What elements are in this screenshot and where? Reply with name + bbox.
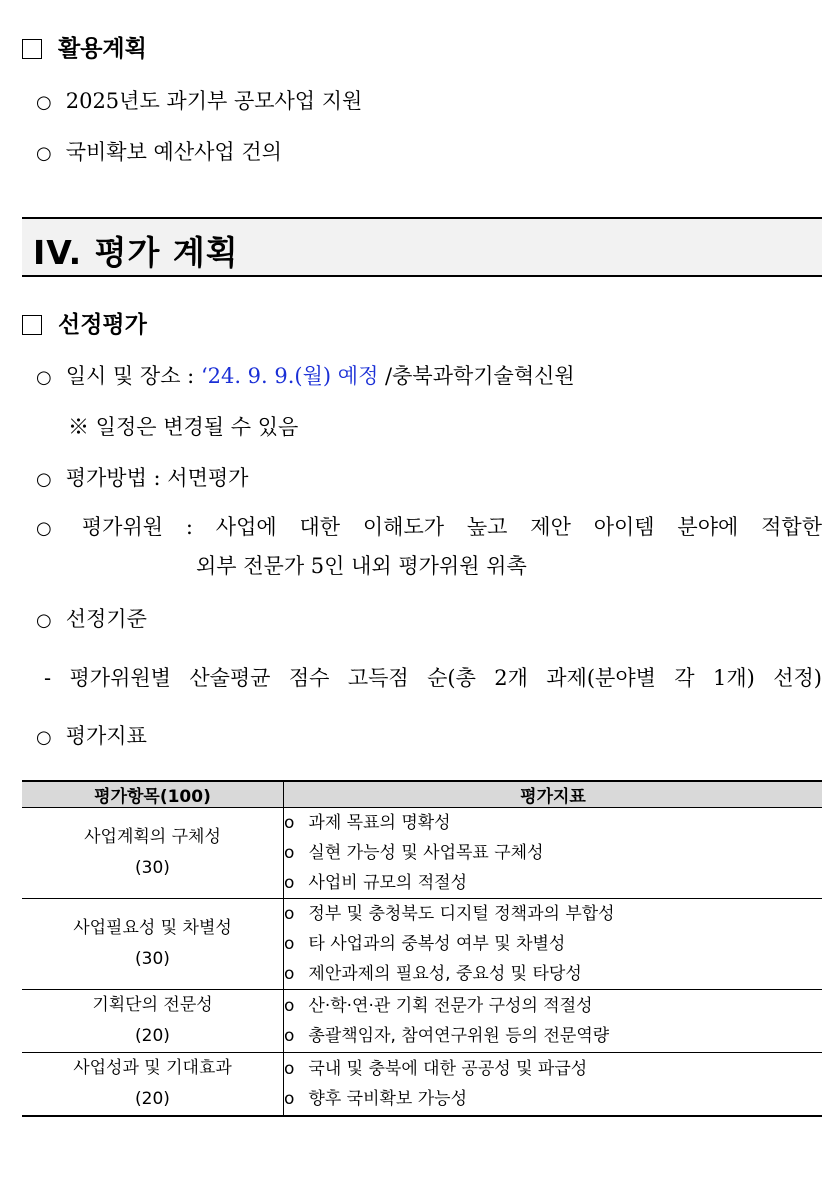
- plan-item: ○ 국비확보 예산사업 건의: [36, 140, 282, 164]
- table-header-indicator: 평가지표: [284, 781, 823, 808]
- bullet-icon: o: [284, 964, 295, 984]
- table-header-row: [22, 781, 822, 808]
- circle-bullet-icon: ○: [36, 610, 52, 631]
- eval-indicator-cell: [284, 808, 823, 899]
- section-title: IV. 평가 계획: [33, 233, 239, 272]
- indicator-item: o 과제 목표의 명확성: [284, 813, 451, 833]
- criteria-line: ○ 선정기준: [36, 607, 147, 631]
- bullet-icon: o: [284, 1089, 295, 1109]
- indicator-item: o 국내 및 충북에 대한 공공성 및 파급성: [284, 1059, 588, 1079]
- table-row: [22, 990, 822, 1053]
- eval-item-cell: 기획단의 전문성 (20): [22, 990, 284, 1053]
- eval-item-cell: 사업계획의 구체성 (30): [22, 808, 284, 899]
- indicator-item: o 타 사업과의 중복성 여부 및 차별성: [284, 934, 566, 954]
- evaluation-table: [22, 780, 822, 1117]
- indicator-item: o 정부 및 충청북도 디지털 정책과의 부합성: [284, 904, 615, 924]
- bullet-icon: o: [284, 996, 295, 1016]
- circle-bullet-icon: ○: [36, 469, 52, 490]
- method-line: ○ 평가방법 : 서면평가: [36, 466, 249, 490]
- bullet-icon: o: [284, 904, 295, 924]
- eval-item-cell: 사업성과 및 기대효과 (20): [22, 1053, 284, 1117]
- indicator-line: ○ 평가지표: [36, 724, 147, 748]
- schedule-note: ※ 일정은 변경될 수 있음: [68, 415, 299, 439]
- bullet-icon: o: [284, 934, 295, 954]
- table-row: [22, 808, 822, 899]
- circle-bullet-icon: ○: [36, 92, 52, 113]
- members-line: ○ 평가위원 : 사업에 대한 이해도가 높고 제안 아이템 분야에 적합한: [36, 515, 822, 539]
- circle-bullet-icon: ○: [36, 367, 52, 388]
- selection-heading: 선정평가: [22, 306, 147, 339]
- schedule-line: ○ 일시 및 장소 : ‘24. 9. 9.(월) 예정 /충북과학기술혁신원: [36, 364, 575, 388]
- eval-indicator-cell: [284, 899, 823, 990]
- circle-bullet-icon: ○: [36, 727, 52, 748]
- plan-heading: 활용계획: [22, 30, 147, 63]
- bullet-icon: o: [284, 873, 295, 893]
- indicator-item: o 산·학·연·관 기획 전문가 구성의 적절성: [284, 996, 593, 1016]
- table-row: [22, 1053, 822, 1117]
- indicator-item: o 실현 가능성 및 사업목표 구체성: [284, 843, 544, 863]
- criteria-detail: - 평가위원별 산술평균 점수 고득점 순(총 2개 과제(분야별 각 1개) 선정): [44, 666, 822, 690]
- members-line-2: 외부 전문가 5인 내외 평가위원 위촉: [196, 554, 527, 578]
- checkbox-square-icon: [22, 39, 42, 59]
- eval-item-cell: 사업필요성 및 차별성 (30): [22, 899, 284, 990]
- indicator-item: o 향후 국비확보 가능성: [284, 1089, 468, 1109]
- table-row: [22, 899, 822, 990]
- bullet-icon: o: [284, 843, 295, 863]
- plan-item: ○ 2025년도 과기부 공모사업 지원: [36, 89, 363, 113]
- indicator-item: o 사업비 규모의 적절성: [284, 873, 468, 893]
- schedule-date: ‘24. 9. 9.(월) 예정: [200, 364, 379, 388]
- bullet-icon: o: [284, 1059, 295, 1079]
- indicator-item: o 총괄책임자, 참여연구위원 등의 전문역량: [284, 1026, 610, 1046]
- bullet-icon: o: [284, 813, 295, 833]
- section-header: [22, 217, 822, 277]
- eval-indicator-cell: [284, 1053, 823, 1117]
- checkbox-square-icon: [22, 315, 42, 335]
- eval-indicator-cell: [284, 990, 823, 1053]
- table-header-item: 평가항목(100): [22, 781, 284, 808]
- indicator-item: o 제안과제의 필요성, 중요성 및 타당성: [284, 964, 582, 984]
- circle-bullet-icon: ○: [36, 143, 52, 164]
- bullet-icon: o: [284, 1026, 295, 1046]
- circle-bullet-icon: ○: [36, 518, 68, 539]
